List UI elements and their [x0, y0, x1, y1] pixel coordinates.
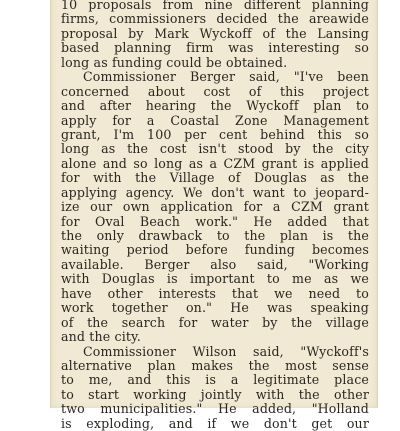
article-line: is exploding, and if we don't get our	[61, 415, 369, 431]
newspaper-clipping	[50, 0, 378, 431]
article-line: Commissioner Wilson said, "Wyckoff's	[83, 343, 369, 359]
article-line: to me, and this is a legitimate place	[61, 372, 369, 388]
article-line: and after hearing the Wyckoff plan to	[61, 98, 369, 114]
article-line: for Oval Beach work." He added that	[61, 213, 369, 229]
article-line: proposal by Mark Wyckoff of the Lansing	[61, 25, 369, 41]
article-line: based planning firm was interesting so	[61, 40, 369, 56]
article-line: with Douglas is important to me as we	[61, 271, 369, 287]
article-line: of the search for water by the village	[61, 314, 369, 330]
article-line: alternative plan makes the most sense	[61, 357, 369, 373]
article-line: waiting period before funding becomes	[61, 242, 369, 258]
article-line: firms, commissioners decided the areawide	[61, 11, 369, 27]
article-line: ize our own application for a CZM grant	[61, 199, 369, 215]
article-line: applying agency. We don't want to jeopard-	[61, 184, 369, 200]
article-line: long as the cost isn't stood by the city	[61, 141, 369, 157]
article-line: 10 proposals from nine different planning	[61, 0, 369, 12]
article-line: two municipalities." He added, "Holland	[61, 401, 369, 417]
article-line: to start working jointly with the other	[61, 386, 369, 402]
article-line: for with the Village of Douglas as the	[61, 170, 369, 186]
article-line: the only drawback to the plan is the	[61, 228, 369, 243]
article-body	[61, 0, 369, 431]
article-line: long as funding could be obtained.	[61, 54, 288, 70]
article-line: work together on." He was speaking	[61, 300, 369, 316]
article-line: have other interests that we need to	[61, 285, 369, 301]
article-line: alone and so long as a CZM grant is applied	[61, 155, 369, 171]
article-line: available. Berger also said, "Working	[61, 256, 369, 272]
article-line: and the city.	[61, 329, 141, 345]
article-line: apply for a Coastal Zone Management	[61, 112, 369, 128]
article-line: Commissioner Berger said, "I've been	[83, 69, 369, 85]
article-line: concerned about cost of this project	[61, 83, 369, 99]
article-line: grant, I'm 100 per cent behind this so	[61, 126, 369, 142]
